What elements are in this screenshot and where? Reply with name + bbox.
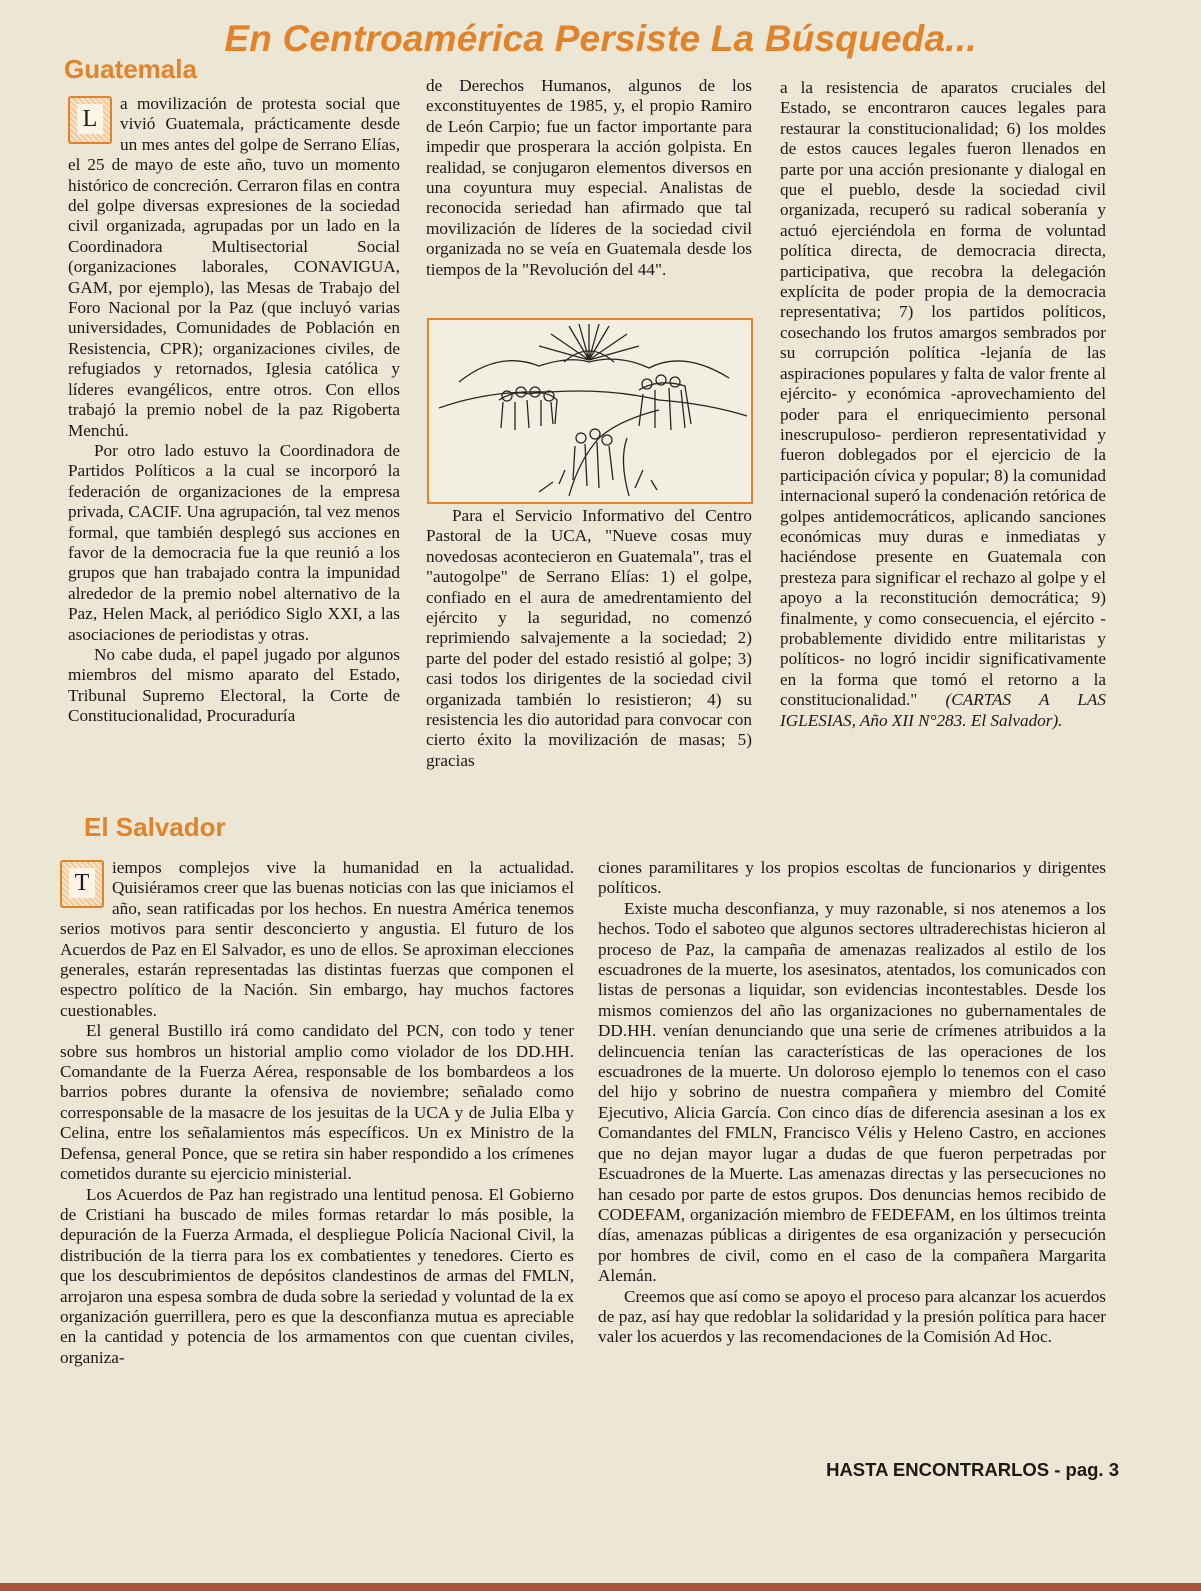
guatemala-column-1 [68, 94, 400, 727]
guatemala-column-3 [780, 78, 1106, 731]
guatemala-paragraph-5: Para el Servicio Informativo del Centro Pastoral de la UCA, "Nueve cosas muy novedosas acontecieron en Guatemala", tras el "autogolpe" de Serrano Elías: 1) el golpe, confiado en el aura de amedrentamiento del ejército y la seguridad, no comenzó reprimiendo salvajemente a la sociedad; 2) parte del poder del estado resistió al golpe; 3) casi todos los dirigentes de la sociedad civil organizada también lo resistieron; 4) su resistencia les dio autoridad para convocar con cierto éxito la movilización de masas; 5) gracias [426, 506, 752, 770]
guatemala-column-2-top [426, 76, 752, 280]
illustration-drawing [429, 320, 751, 502]
illustration-people-mountains-sun [427, 318, 753, 504]
elsalvador-column-2 [598, 858, 1106, 1348]
citation: (CARTAS A LAS IGLESIAS, Año XII N°283. El Salvador). [780, 690, 1107, 730]
elsalvador-paragraph-5: Existe mucha desconfianza, y muy razonable, si nos atenemos a los hechos. Todo el saboteo que algunos sectores ultraderechistas hicieron al proceso de Paz, la campaña de amenazas realizados al estilo de los escuadrones de la muerte, los asesinatos, atentados, los comunicados con listas de personas a liquidar, son evidencias incontestables. Desde los mismos comienzos del año las organizaciones no gubernamentales de DD.HH. venían denunciando que una serie de crímenes atribuidos a la delincuencia tenían las características de las operaciones de los escuadrones de la muerte. Un doloroso ejemplo lo tenemos con el caso del hijo y sobrino de nuestra compañera y miembro del Comité Ejecutivo, Alicia García. Con cinco días de diferencia asesinan a los ex Comandantes del FMLN, Francisco Vélis y Heleno Castro, en acciones que no dejan mayor lugar a dudas de que fueron perpetradas por Escuadrones de la Muerte. Las amenazas directas y las persecuciones no han cesado por parte de estos grupos. Dos denuncias hemos recibido de CODEFAM, organización miembro de FEDEFAM, en los últimos treinta días, amenazas públicas a dirigentes de esa organización y persecución por hombres de civil, como en el caso de la compañera Margarita Alemán. [598, 898, 1106, 1286]
section-heading-el-salvador: El Salvador [84, 812, 226, 842]
dropcap-l: L [68, 96, 112, 144]
elsalvador-paragraph-2: El general Bustillo irá como candidato del PCN, con todo y tener sobre sus hombros un historial amplio como violador de los DD.HH. Comandante de la Fuerza Aérea, responsable de los bombardeos a los barrios pobres durante la ofensiva de noviembre; señalado como corresponsable de la masacre de los jesuitas de la UCA y de Julia Elba y Celina, entre los señalamientos más específicos. Un ex Ministro de la Defensa, general Ponce, que se retira sin haber respondido a los crímenes cometidos durante su ejercicio ministerial. [60, 1021, 574, 1184]
page-footer: HASTA ENCONTRARLOS - pag. 3 [826, 1459, 1119, 1480]
elsalvador-paragraph-1: T iempos complejos vive la humanidad en la actualidad. Quisiéramos creer que las buenas noticias con las que iniciamos el año, sean ratificadas por los hechos. En nuestra América tenemos serios motivos para sentir desconcierto y angustia. El futuro de los Acuerdos de Paz en El Salvador, es uno de ellos. Se aproximan elecciones generales, estarán representadas las distintas fuerzas que componen el espectro político de la Nación. Sin embargo, hay muchos factores cuestionables. [60, 858, 574, 1020]
guatemala-paragraph-2: Por otro lado estuvo la Coordinadora de Partidos Políticos a la cual se incorporó la federación de organizaciones de la empresa privada, CACIF. Una agrupación, tal vez menos formal, que también desplegó sus acciones en favor de la democracia fue la que reunió a los grupos que han trabajado contra la impunidad alrededor de la premio nobel alternativo de la Paz, Helen Mack, al periódico Siglo XXI, a las asociaciones de periodistas y otras. [68, 440, 400, 644]
guatemala-paragraph-3: No cabe duda, el papel jugado por algunos miembros del mismo aparato del Estado, Tribunal Supremo Electoral, la Corte de Constitucionalidad, Procuraduría [68, 644, 400, 726]
guatemala-paragraph-4: de Derechos Humanos, algunos de los exconstituyentes de 1985, y, el propio Ramiro de León Carpio; fue un factor importante para impedir que prosperara la acción golpista. En realidad, se conjugaron elementos diversos en una coyuntura muy especial. Analistas de reconocida seriedad han afirmado que tal movilización de líderes de la sociedad civil organizada no se veía en Guatemala desde los tiempos de la "Revolución del 44". [426, 76, 752, 279]
page-title: En Centroamérica Persiste La Búsqueda... [224, 18, 977, 59]
guatemala-paragraph-1: L a movilización de protesta social que vivió Guatemala, prácticamente desde un mes antes del golpe de Serrano Elías, el 25 de mayo de este año, tuvo un momento histórico de concreción. Cerraron filas en contra del golpe diversas expresiones de la sociedad civil organizada, agrupadas por un lado en la Coordinadora Multisectorial Social (organizaciones laborales, CONAVIGUA, GAM, por ejemplo), las Mesas de Trabajo del Foro Nacional por la Paz (que incluyó varias universidades, Comunidades de Población en Resistencia, CPR); organizaciones civiles, de refugiados y retornados, Iglesia católica y líderes evangélicos, entre otros. Con ellos trabajó la premio nobel de la paz Rigoberta Menchú. [68, 94, 400, 440]
guatemala-paragraph-6: a la resistencia de aparatos cruciales del Estado, se encontraron cauces legales para restaurar la constitucionalidad; 6) los moldes de estos cauces legales fueron llenados en parte por una acción presionante y dialogal en que el pueblo, desde la sociedad civil organizada, recuperó su radical soberanía y actuó ejerciéndola en forma de voluntad política directa, de democracia directa, participativa, que recobra la delegación explícita de poder propia de la democracia representativa; 7) los partidos políticos, cosechando los frutos amargos sembrados por su corrupción política -lejanía de las aspiraciones populares y falta de valor frente al ejército- y económica -aprovechamiento del poder para el enriquecimiento personal inescrupuloso- perdieron representatividad y fueron doblegados por el ejercicio de la participación cívica y popular; 8) la comunidad internacional superó la condenación retórica de golpes antidemocráticos, aplicando sanciones económicas muy duras e inmediatas y haciéndose presente en Guatemala con presteza para significar el rechazo al golpe y el apoyo a la reconstitución democrática; 9) finalmente, y como consecuencia, el ejército -probablemente dividido entre militaristas y políticos- no logró incidir significativamente en la forma que tomó el retorno a la constitucionalidad." (CARTAS A LAS IGLESIAS, Año XII N°283. El Salvador). [780, 78, 1107, 730]
elsalvador-paragraph-4: ciones paramilitares y los propios escoltas de funcionarios y dirigentes políticos. [598, 858, 1106, 898]
elsalvador-paragraph-3: Los Acuerdos de Paz han registrado una lentitud penosa. El Gobierno de Cristiani ha buscado de miles formas retardar lo más posible, la depuración de la Fuerza Armada, el despliegue Policía Nacional Civil, la distribución de la tierra para los ex combatientes y tenedores. Cierto es que los descubrimientos de depósitos clandestinos de armas del FMLN, arrojaron una espesa sombra de duda sobre la seriedad y voluntad de la ex organización guerrillera, pero es que la desconfianza mutua es apreciable en la cantidad y potencia de los armamentos con que cuentan civiles, organiza- [60, 1184, 574, 1367]
bottom-edge [0, 1583, 1201, 1591]
guatemala-column-2-bottom [426, 506, 752, 771]
dropcap-t: T [60, 860, 104, 908]
elsalvador-column-1 [60, 858, 574, 1368]
elsalvador-paragraph-6: Creemos que así como se apoyo el proceso para alcanzar los acuerdos de paz, así hay que redoblar la solidaridad y la presión política para hacer valer los acuerdos y las recomendaciones de la Comisión Ad Hoc. [598, 1286, 1106, 1347]
section-heading-guatemala: Guatemala [64, 54, 197, 84]
